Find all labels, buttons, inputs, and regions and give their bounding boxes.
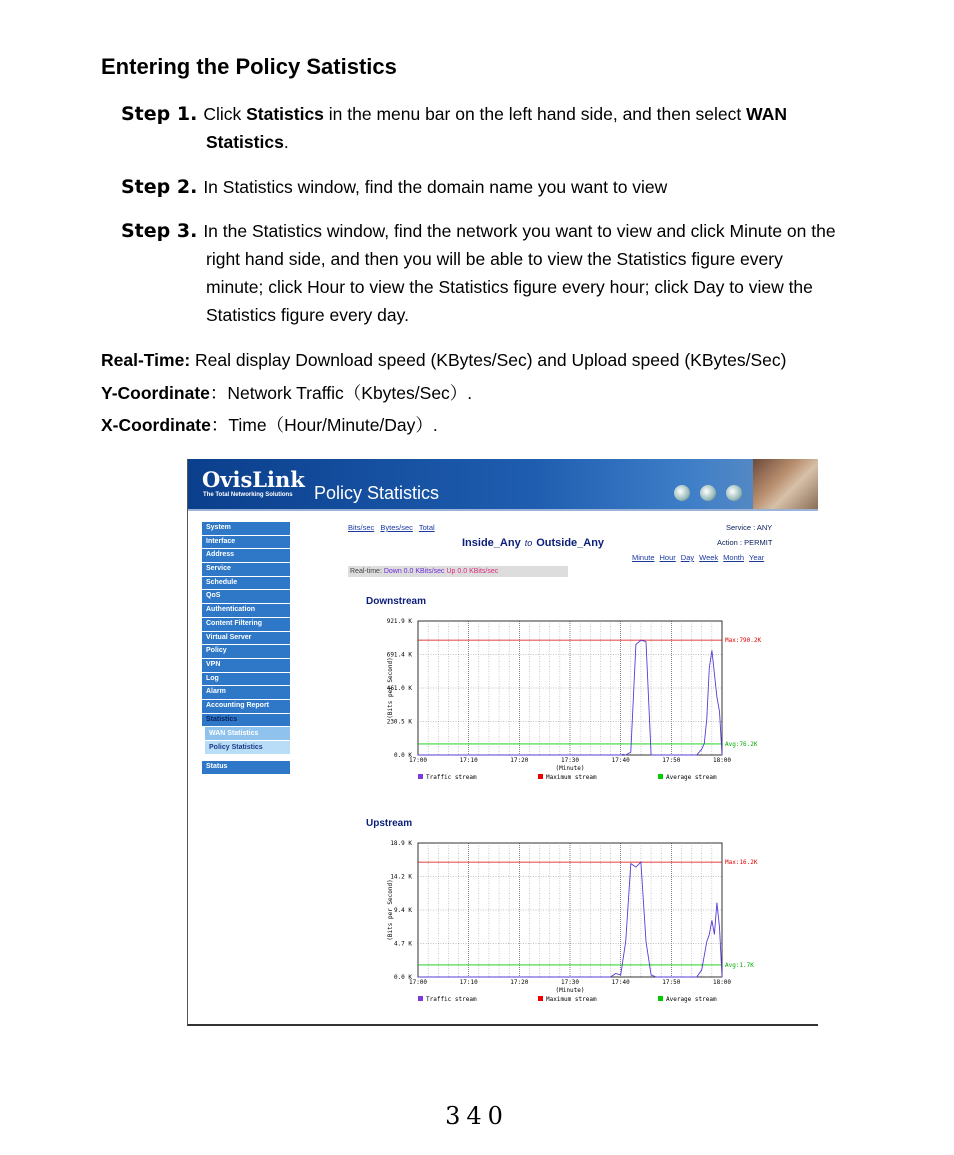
link-day[interactable]: Day [680,553,695,562]
step-cont: right hand side, and then you will be able to view the Statistics figure every [206,249,783,269]
upstream-chart [348,831,808,1016]
step-1 [121,100,911,156]
iface-to: Outside_Any [536,537,605,549]
menu-item-address[interactable]: Address [202,549,290,562]
menu-item-interface[interactable]: Interface [202,536,290,549]
downstream-title: Downstream [366,596,427,607]
avg-label: Avg:1.7K [725,961,754,969]
link-total[interactable]: Total [418,523,435,532]
logo-tagline: The Total Networking Solutions [203,492,293,498]
banner-photo [753,459,818,509]
step-label: Step 3. [121,220,198,242]
step-text: In the Statistics window, find the network you want to view and click Minute on the [203,221,836,241]
link-year[interactable]: Year [749,553,765,562]
step-label: Step 1. [121,103,198,125]
iface-to-word: to [524,538,533,548]
realtime-bar [348,566,568,577]
x-tick-label: 17:20 [510,979,529,986]
legend-label: Average stream [666,996,717,1003]
legend-label: Average stream [666,774,717,781]
menu-item-status[interactable]: Status [202,761,290,774]
service-label: Service : ANY [726,523,773,532]
step-bold: Statistics [206,132,284,152]
menu-item-policy[interactable]: Policy [202,645,290,658]
upstream-title: Upstream [366,818,413,829]
def-text: ：Time（Hour/Minute/Day）. [210,415,438,435]
link-month[interactable]: Month [723,553,745,562]
legend-swatch [418,996,423,1001]
y-tick-label: 0.0 K [393,974,412,981]
step-text: In Statistics window, find the domain name you want to view [203,177,668,197]
y-tick-label: 9.4 K [393,907,412,914]
y-tick-label: 461.0 K [386,685,412,692]
x-tick-label: 17:30 [560,757,580,764]
legend-label: Maximum stream [546,774,597,781]
legend-swatch [658,774,663,779]
legend-label: Traffic stream [426,774,477,781]
legend-swatch [538,774,543,779]
legend-swatch [658,996,663,1001]
x-axis-label: (Minute) [555,765,585,772]
link-week[interactable]: Week [699,553,719,562]
section-heading: Entering the Policy Satistics [101,54,397,79]
max-label: Max:16.2K [725,859,758,867]
def-y-coordinate [101,380,472,405]
y-tick-label: 14.2 K [390,873,412,881]
realtime-up: Up 0.0 KBits/sec [446,568,499,575]
y-tick-label: 691.4 K [386,651,412,659]
x-tick-label: 17:50 [662,757,681,764]
def-term: Y-Coordinate [101,383,210,403]
def-text: Real display Download speed (KBytes/Sec) and Upload speed (KBytes/Sec) [190,350,787,370]
step-label: Step 2. [121,176,198,198]
legend-swatch [538,996,543,1001]
link-bits-sec[interactable]: Bits/sec [348,523,375,532]
action-label: Action : PERMIT [717,538,773,547]
menu-item-vpn[interactable]: VPN [202,659,290,672]
y-axis-label: (Bits per Second) [387,879,394,941]
step-cont: Statistics figure every day. [206,305,409,325]
submenu-policy-statistics[interactable]: Policy Statistics [205,741,290,754]
x-tick-label: 17:10 [459,757,478,764]
banner-underline [188,509,818,511]
x-tick-label: 17:50 [662,979,681,986]
iface-from: Inside_Any [462,537,521,549]
y-tick-label: 0.0 K [393,752,412,759]
x-axis-label: (Minute) [555,987,585,994]
step-cont: minute; click Hour to view the Statistics figure every hour; click Day to view the [206,277,813,297]
y-tick-label: 18.9 K [390,840,412,847]
downstream-chart [348,609,808,794]
y-tick-label: 230.5 K [386,718,412,726]
realtime-down: Down 0.0 KBits/sec [383,568,445,575]
globe-icon [700,485,716,501]
x-tick-label: 17:40 [611,757,630,764]
time-links [632,553,769,562]
step-text: . [283,132,289,152]
unit-links [348,523,439,532]
link-bytes-sec[interactable]: Bytes/sec [380,523,413,532]
max-label: Max:790.2K [725,637,762,645]
x-tick-label: 17:40 [611,979,630,986]
menu-item-virtual-server[interactable]: Virtual Server [202,632,290,645]
banner-title: Policy Statistics [314,483,440,503]
legend-label: Traffic stream [426,996,477,1003]
step-text: in the menu bar on the left hand side, and then select [323,104,747,124]
realtime-label: Real-time: [350,568,384,575]
menu-item-authentication[interactable]: Authentication [202,604,290,617]
legend-label: Maximum stream [546,996,597,1003]
x-tick-label: 18:00 [712,979,732,986]
x-tick-label: 17:00 [408,757,428,764]
x-tick-label: 17:00 [408,979,428,986]
link-hour[interactable]: Hour [659,553,676,562]
step-3 [121,217,911,329]
menu-item-alarm[interactable]: Alarm [202,686,290,699]
link-minute[interactable]: Minute [632,553,655,562]
interface-title [462,537,604,549]
y-tick-label: 4.7 K [393,940,412,948]
step-2 [121,173,911,201]
menu-item-system[interactable]: System [202,522,290,535]
menu-item-content-filtering[interactable]: Content Filtering [202,618,290,631]
def-realtime [101,350,786,371]
x-tick-label: 18:00 [712,757,732,764]
globe-icon [674,485,690,501]
avg-label: Avg:76.2K [725,740,758,748]
step-cont [121,128,911,156]
sidebar-menu [202,522,290,775]
def-text: ：Network Traffic（Kbytes/Sec）. [209,383,473,403]
menu-item-qos[interactable]: QoS [202,590,290,603]
x-tick-label: 17:10 [459,979,478,986]
def-term: Real-Time: [101,350,191,370]
menu-item-accounting-report[interactable]: Accounting Report [202,700,290,713]
step-bold: Statistics [246,104,324,124]
y-axis-label: (Bits per Second) [387,657,394,719]
page-number: 340 [445,1102,509,1130]
menu-item-service[interactable]: Service [202,563,290,576]
step-bold: WAN [746,104,787,124]
ovislink-logo: OvisLink [202,467,305,492]
menu-item-log[interactable]: Log [202,673,290,686]
globe-icon [726,485,742,501]
policy-statistics-screenshot [187,459,818,1026]
legend-swatch [418,774,423,779]
step-text: Click [203,104,247,124]
def-x-coordinate [101,412,438,437]
menu-item-statistics[interactable]: Statistics [202,714,290,727]
y-tick-label: 921.9 K [386,618,412,625]
x-tick-label: 17:20 [510,757,529,764]
menu-item-schedule[interactable]: Schedule [202,577,290,590]
submenu-wan-statistics[interactable]: WAN Statistics [205,727,290,740]
x-tick-label: 17:30 [560,979,580,986]
banner [188,459,818,509]
def-term: X-Coordinate [101,415,211,435]
